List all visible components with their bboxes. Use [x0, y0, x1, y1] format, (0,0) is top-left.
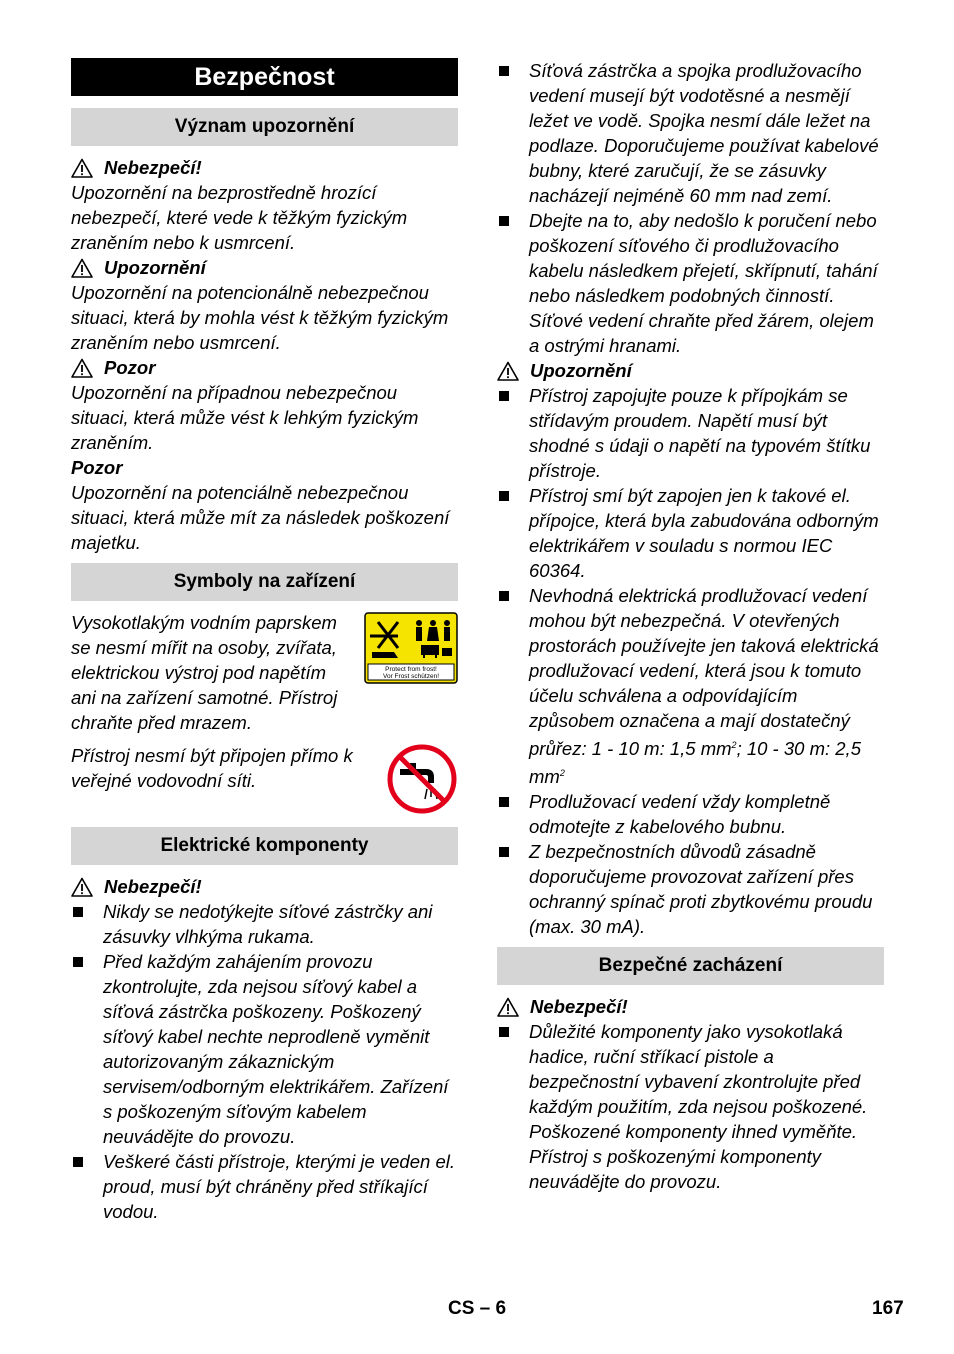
list-item: Z bezpečnostních důvodů zásadně doporučujeme provozovat zařízení přes ochranný spínač proti zbytkovému proudu (max. 30 mA). [497, 839, 884, 939]
list-item: Přístroj zapojujte pouze k přípojkám se střídavým proudem. Napětí musí být shodné s údaji o napětí na typovém štítku přístroje. [497, 383, 884, 483]
warning-text: Upozornění na bezprostředně hrozící nebezpečí, které vede k těžkým fyzickým zraněním nebo k usmrcení. [71, 182, 408, 253]
list-item: Prodlužovací vedení vždy kompletně odmotejte z kabelového bubnu. [497, 789, 884, 839]
warning-triangle-icon [71, 358, 93, 378]
warning-triangle-icon [497, 997, 519, 1017]
symbol-spray-text: Vysokotlakým vodním paprskem se nesmí mířit na osoby, zvířata, elektrickou výstroj pod napětím ani na zařízení samotné. Přístroj chraňte před mrazem. [71, 612, 338, 733]
section-title-safe-handling: Bezpečné zacházení [497, 947, 884, 985]
warning-text: Upozornění na případnou nebezpečnou situaci, která může vést k lehkým fyzickým zraněním. [71, 382, 419, 453]
no-water-mains-icon [386, 743, 458, 815]
warning-caution-power [497, 358, 884, 383]
warning-triangle-icon [71, 258, 93, 278]
list-item: Před každým zahájením provozu zkontrolujte, zda nejsou síťový kabel a síťová zástrčka poškozeny. Poškozený síťový kabel nechte neprodleně vyměnit autorizovaným zákaznickým servisem/odborným elektrikářem. Zařízení s poškozeným síťovým kabelem neuvádějte do provozu. [71, 949, 458, 1149]
warning-triangle-icon [71, 158, 93, 178]
warning-label: Pozor [71, 457, 123, 478]
section-title-warnings: Význam upozornění [71, 108, 458, 146]
bullet-square-icon [499, 591, 509, 601]
footer-page-number: 167 [872, 1298, 904, 1319]
power-bullet-list [497, 383, 884, 939]
warning-danger [71, 155, 458, 180]
warning-caution [71, 255, 458, 280]
warning-danger-handling [497, 994, 884, 1019]
footer-language-code: CS – 6 [448, 1298, 507, 1319]
list-item: Důležité komponenty jako vysokotlaká hadice, ruční stříkací pistole a bezpečnostní vybavení zkontrolujte před každým použitím, zda nejsou poškozené. Poškozené komponenty ihned vyměňte. Přístroj s poškozenými komponenty neuvádějte do provozu. [497, 1019, 884, 1194]
warning-attention [71, 355, 458, 380]
cable-bullet-list [497, 58, 884, 358]
label-text-german: Vor Frost schützen! [383, 673, 439, 680]
warning-label: Upozornění [104, 257, 206, 278]
symbol-spray-block [71, 610, 458, 735]
bullet-square-icon [73, 957, 83, 967]
list-item: Přístroj smí být zapojen jen k takové el. přípojce, která byla zabudována odborným elektrikářem v souladu s normou IEC 60364. [497, 483, 884, 583]
warning-label: Nebezpečí! [530, 996, 628, 1018]
symbol-water-block [71, 743, 458, 819]
bullet-square-icon [499, 391, 509, 401]
symbol-water-text: Přístroj nesmí být připojen přímo k veřejné vodovodní síti. [71, 745, 353, 791]
list-item: Síťová zástrčka a spojka prodlužovacího vedení musejí být vodotěsné a nesmějí ležet ve vodě. Spojka nesmí dále ležet na podlaze. Doporučujeme používat kabelové bubny, které zaručují, že se zásuvky nacházejí nejméně 60 mm nad zemí. [497, 58, 884, 208]
warning-label: Nebezpečí! [104, 876, 202, 897]
warning-property [71, 455, 458, 480]
warning-label-image [364, 612, 458, 684]
label-text-english: Protect from frost! [385, 666, 437, 673]
bullet-square-icon [73, 907, 83, 917]
list-item: Dbejte na to, aby nedošlo k poručení nebo poškození síťového či prodlužovacího kabelu následkem přejetí, skřípnutí, tahání nebo následkem podobných činností. Síťové vedení chraňte před žárem, olejem a ostrými hranami. [497, 208, 884, 358]
warning-label: Pozor [104, 357, 156, 378]
bullet-square-icon [499, 491, 509, 501]
handling-bullet-list [497, 1019, 884, 1194]
bullet-square-icon [499, 1027, 509, 1037]
bullet-square-icon [499, 216, 509, 226]
bullet-square-icon [73, 1157, 83, 1167]
bullet-square-icon [499, 847, 509, 857]
list-item: Veškeré části přístroje, kterými je veden el. proud, musí být chráněny před stříkající vodou. [71, 1149, 458, 1224]
warning-label: Upozornění [530, 360, 632, 381]
electrical-bullet-list [71, 899, 458, 1224]
left-column [71, 58, 458, 1224]
list-item: Nevhodná elektrická prodlužovací vedení mohou být nebezpečná. V otevřených prostorách používejte jen taková elektrická prodlužovací vedení, která jsou k tomuto účelu schválena a odpovídajícím způsobem označena a mají dostatečný průřez: 1 - 10 m: 1,5 $mm^2$; 10 - 30 m: 2,5 $mm^2$ [497, 583, 884, 789]
section-title-electrical: Elektrické komponenty [71, 827, 458, 865]
page-title: Bezpečnost [71, 58, 458, 96]
warning-text: Upozornění na potencionálně nebezpečnou situaci, která by mohla vést k těžkým fyzickým zraněním nebo usmrcení. [71, 282, 449, 353]
warning-triangle-icon [497, 361, 519, 381]
section-title-symbols: Symboly na zařízení [71, 563, 458, 601]
warning-label: Nebezpečí! [104, 157, 202, 178]
bullet-square-icon [499, 797, 509, 807]
bullet-square-icon [499, 66, 509, 76]
list-item: Nikdy se nedotýkejte síťové zástrčky ani zásuvky vlhkýma rukama. [71, 899, 458, 949]
warning-danger-electrical [71, 874, 458, 899]
warning-text: Upozornění na potenciálně nebezpečnou situaci, která může mít za následek poškození majetku. [71, 482, 450, 553]
right-column [497, 58, 884, 1194]
warning-triangle-icon [71, 877, 93, 897]
